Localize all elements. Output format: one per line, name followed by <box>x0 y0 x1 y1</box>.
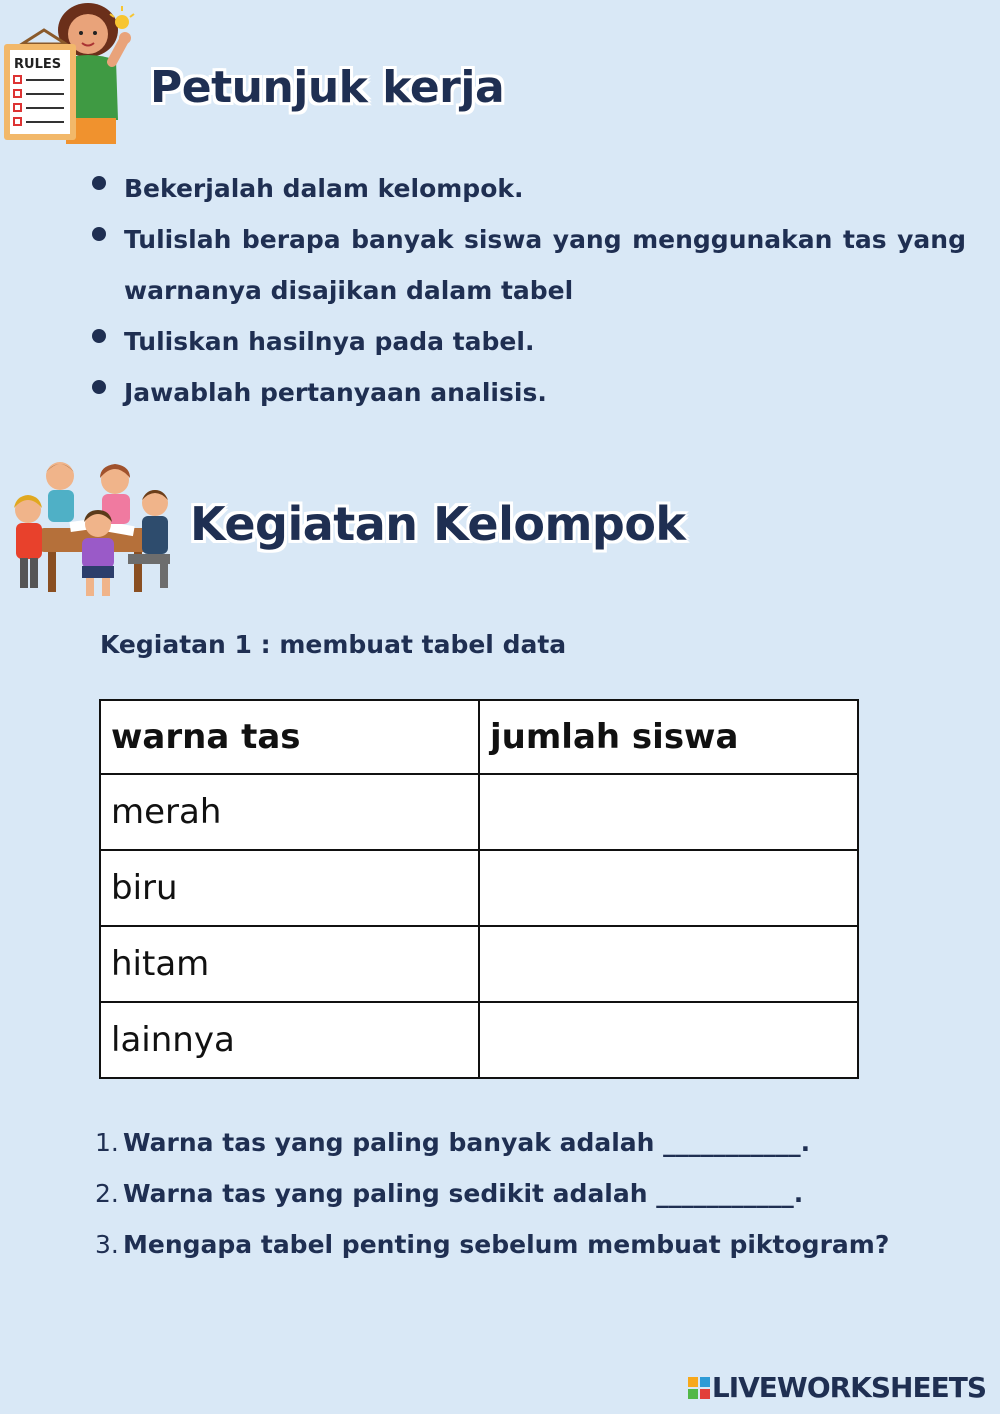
cell-color: hitam <box>100 926 479 1002</box>
instruction-item: Tuliskan hasilnya pada tabel. <box>90 316 966 367</box>
cell-count-input[interactable] <box>479 774 858 850</box>
question-item: 3. Mengapa tabel penting sebelum membuat piktogram? <box>95 1230 890 1259</box>
header-student-count: jumlah siswa <box>479 700 858 774</box>
instruction-list <box>90 163 966 418</box>
question-list <box>95 1117 975 1270</box>
cell-count-input[interactable] <box>479 926 858 1002</box>
bullet-icon <box>92 380 106 394</box>
cell-color: merah <box>100 774 479 850</box>
cell-count-input[interactable] <box>479 1002 858 1078</box>
bullet-icon <box>92 329 106 343</box>
section-title-instructions: Petunjuk kerja <box>150 62 505 113</box>
cell-color: lainnya <box>100 1002 479 1078</box>
instruction-item: Tulislah berapa banyak siswa yang menggunakan tas yang warnanya disajikan dalam tabel <box>90 214 966 316</box>
bullet-icon <box>92 227 106 241</box>
instruction-item: Bekerjalah dalam kelompok. <box>90 163 966 214</box>
cell-count-input[interactable] <box>479 850 858 926</box>
question-item: 1. Warna tas yang paling banyak adalah ___________. <box>95 1128 811 1157</box>
cell-color: biru <box>100 850 479 926</box>
liveworksheets-logo[interactable] <box>688 1371 986 1404</box>
teacher-rules-illustration <box>0 0 145 148</box>
bullet-icon <box>92 176 106 190</box>
data-table <box>99 699 859 1079</box>
table-row <box>100 774 858 850</box>
liveworksheets-badge-icon <box>688 1377 710 1399</box>
table-row <box>100 926 858 1002</box>
instruction-item: Jawablah pertanyaan analisis. <box>90 367 966 418</box>
table-row <box>100 850 858 926</box>
question-item: 2. Warna tas yang paling sedikit adalah ___________. <box>95 1179 804 1208</box>
rules-label: RULES <box>14 57 62 72</box>
activity-label: Kegiatan 1 : membuat tabel data <box>100 630 567 659</box>
children-group-illustration <box>10 458 175 600</box>
table-row <box>100 1002 858 1078</box>
section-title-group-activity: Kegiatan Kelompok <box>190 497 686 551</box>
header-bag-color: warna tas <box>100 700 479 774</box>
logo-text: LIVEWORKSHEETS <box>711 1371 986 1404</box>
table-header-row <box>100 700 858 774</box>
